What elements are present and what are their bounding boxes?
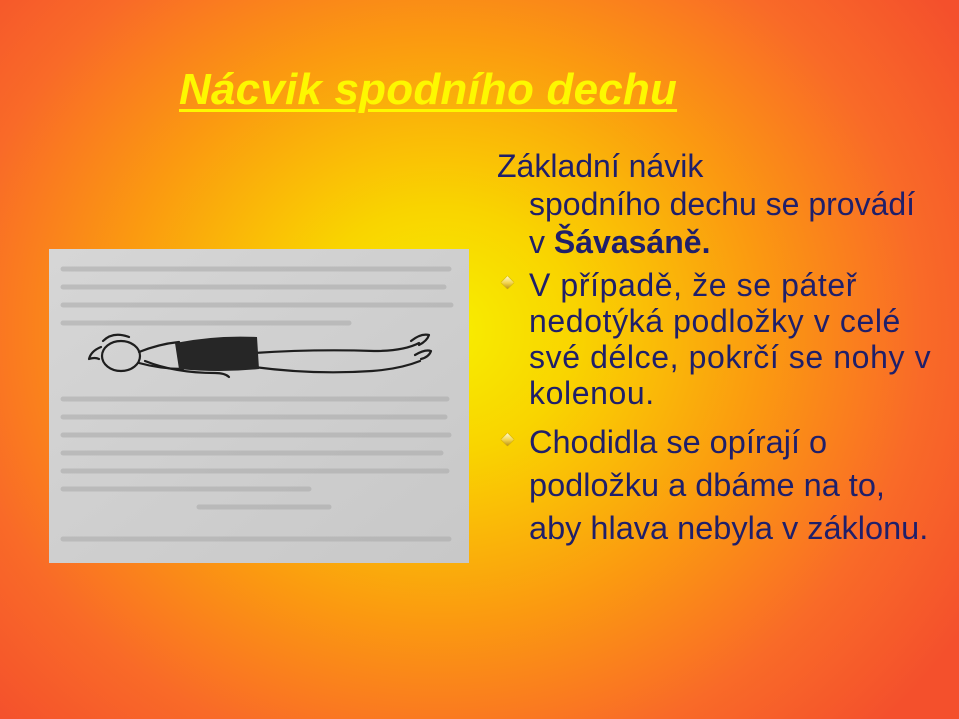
slide-body <box>497 147 937 550</box>
bullet-text-1: V případě, že se páteř nedotýká podložky v celé své délce, pokrčí se nohy v kolenou. <box>529 267 932 411</box>
savasana-illustration <box>49 249 469 563</box>
lead-continuation: spodního dechu se provádí v <box>529 186 916 260</box>
lead-paragraph <box>497 147 937 261</box>
savasana-illustration-icon <box>49 249 469 563</box>
lead-emphasis: Šávasáně. <box>553 224 711 260</box>
bullet-diamond-icon <box>501 276 514 289</box>
slide-title: Nácvik spodního dechu <box>179 65 678 114</box>
bullet-diamond-icon <box>501 433 514 446</box>
bullet-item-1 <box>497 267 937 411</box>
bullet-text-2: Chodidla se opírají o podložku a dbáme na to, aby hlava nebyla v záklonu. <box>529 424 929 546</box>
bullet-item-2 <box>497 421 937 550</box>
lead-continuation-wrap <box>497 185 937 261</box>
lead-first-line: Základní návik <box>497 148 704 184</box>
